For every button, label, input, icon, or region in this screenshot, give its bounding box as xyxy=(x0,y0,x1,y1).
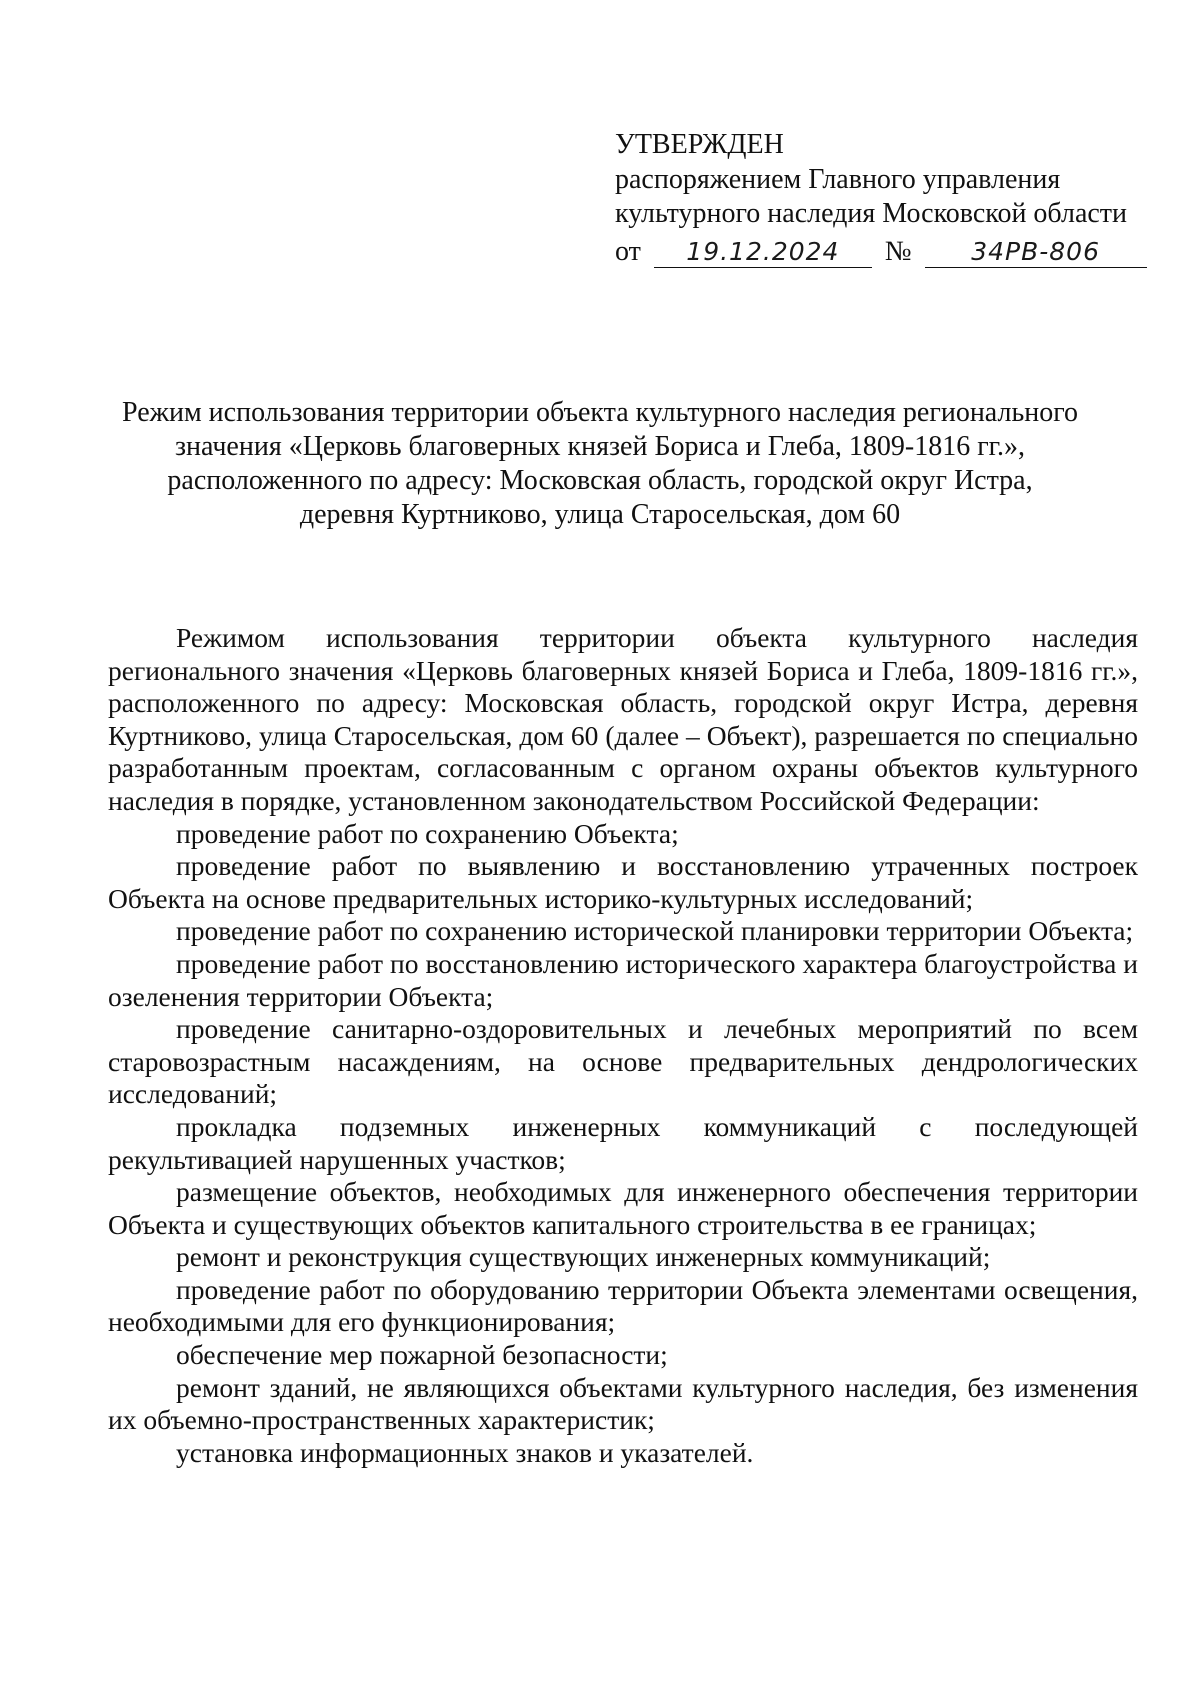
list-item: размещение объектов, необходимых для инженерного обеспечения территории Объекта и существующих объектов капитального строительства в ее границах; xyxy=(108,1176,1138,1240)
approval-title: УТВЕРЖДЕН xyxy=(615,129,784,160)
list-item: установка информационных знаков и указателей. xyxy=(176,1436,754,1468)
list-item: проведение работ по выявлению и восстановлению утраченных построек Объекта на основе предварительных историко-культурных исследований; xyxy=(108,850,1138,914)
list-item: проведение работ по сохранению исторической планировки территории Объекта; xyxy=(176,915,1134,947)
document-title-line-1: Режим использования территории объекта культурного наследия регионального xyxy=(122,397,1078,428)
approval-number: 34РВ-806 xyxy=(925,237,1147,268)
approval-date: 19.12.2024 xyxy=(654,237,872,268)
list-item: ремонт и реконструкция существующих инженерных коммуникаций; xyxy=(176,1241,991,1273)
approval-stamp-block xyxy=(615,128,1175,269)
document-title-line-2: значения «Церковь благоверных князей Бориса и Глеба, 1809-1816 гг.», xyxy=(174,431,1026,462)
list-item: проведение работ по оборудованию территории Объекта элементами освещения, необходимыми для его функционирования; xyxy=(108,1273,1138,1338)
list-item: проведение санитарно-оздоровительных и лечебных мероприятий по всем старовозрастным насаждениям, на основе предварительных дендрологических исследований; xyxy=(108,1013,1138,1110)
document-title xyxy=(100,396,1100,532)
list-item: проведение работ по сохранению Объекта; xyxy=(176,817,679,849)
number-label: № xyxy=(884,235,912,267)
list-item: проведение работ по восстановлению исторического характера благоустройства и озеленения территории Объекта; xyxy=(108,947,1138,1012)
approval-line-1: распоряжением Главного управления xyxy=(615,163,1061,195)
intro-paragraph: Режимом использования территории объекта культурного наследия регионального значения «Церковь благоверных князей Бориса и Глеба, 1809-1816 гг.», расположенного по адресу: Московская область, городской округ Истра, деревня Куртниково, улица Старосельская, дом 60 (далее – Объект), разрешается по специально разработанным проектам, согласованным с органом охраны объектов культурного наследия в порядке, установленном законодательством Российской Федерации: xyxy=(108,622,1138,816)
approval-line-2: культурного наследия Московской области xyxy=(615,198,1128,229)
from-label: от xyxy=(615,235,641,267)
document-title-line-3: расположенного по адресу: Московская область, городской округ Истра, xyxy=(167,465,1033,496)
list-item: ремонт зданий, не являющихся объектами культурного наследия, без изменения их объемно-пространственных характеристик; xyxy=(108,1371,1138,1436)
document-title-line-4: деревня Куртниково, улица Старосельская, дом 60 xyxy=(299,499,901,530)
list-item: прокладка подземных инженерных коммуникаций с последующей рекультивацией нарушенных участков; xyxy=(108,1110,1138,1175)
approval-date-number-line xyxy=(615,235,1175,270)
list-item: обеспечение мер пожарной безопасности; xyxy=(176,1339,668,1371)
document-body xyxy=(108,622,1138,1469)
